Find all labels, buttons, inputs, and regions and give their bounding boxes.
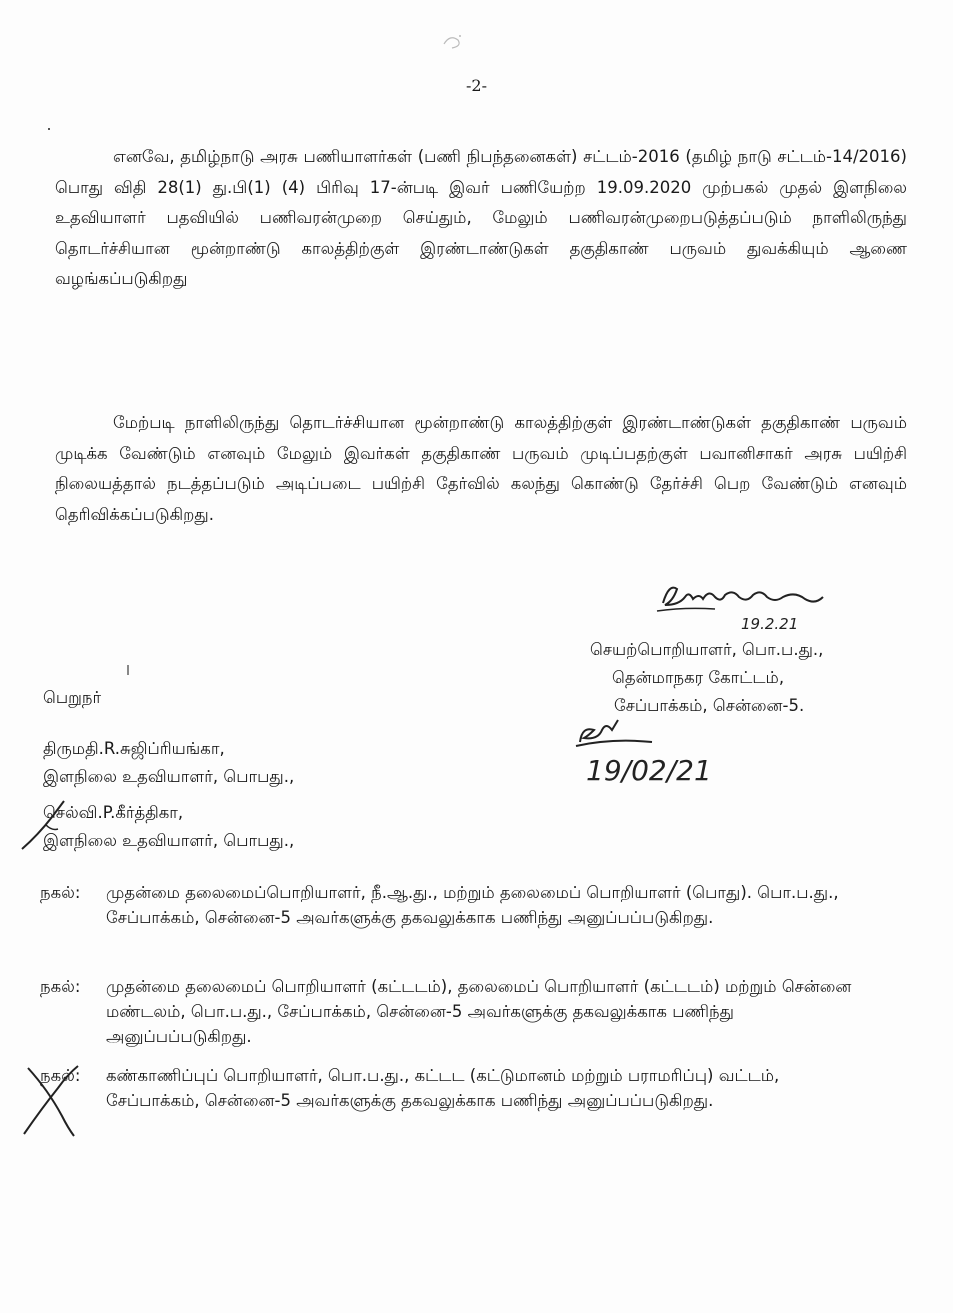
handwritten-initials (572, 712, 712, 790)
copy-text: கண்காணிப்புப் பொறியாளர், பொ.ப.து., கட்டட (கட்டுமானம் மற்றும் பராமரிப்பு) வட்டம், சேப்பாக்கம், சென்னை-5 அவர்களுக்கு தகவலுக்காக பணிந்து அனுப்பப்படுகிறது. (106, 1066, 780, 1110)
recipient-1 (43, 735, 294, 791)
scan-mark (127, 665, 129, 675)
handwritten-signature (655, 575, 845, 640)
scan-dot (48, 128, 50, 130)
body-paragraph-1 (55, 142, 907, 295)
recipients-heading: பெறுநர் (43, 688, 102, 707)
recipient-2 (43, 799, 294, 855)
recipient-post: இளநிலை உதவியாளர், பொபது., (43, 767, 295, 786)
scan-speck (438, 30, 468, 52)
pen-tick-mark (18, 795, 78, 855)
copy-label: நகல்: (40, 977, 81, 996)
body-paragraph-2 (55, 408, 907, 530)
body-paragraph-2-text: மேற்படி நாளிலிருந்து தொடர்ச்சியான மூன்றாண்டு காலத்திற்குள் இரண்டாண்டுகள் தகுதிகாண் பருவம் முடிக்க வேண்டும் எனவும் மேலும் இவர்கள் தகுதிகாண் பருவம் முடிப்பதற்குள் பவானிசாகர் அரசு பயிற்சி நிலையத்தால் நடத்தப்படும் அடிப்படை பயிற்சி தேர்வில் கலந்து கொண்டு தேர்ச்சி பெற வேண்டும் எனவும் தெரிவிக்கப்படுகிறது. (55, 413, 907, 524)
copy-text: முதன்மை தலைமைப்பொறியாளர், நீ.ஆ.து., மற்றும் தலைமைப் பொறியாளர் (பொது). பொ.ப.து., சேப்பாக்கம், சென்னை-5 அவர்களுக்கு தகவலுக்காக பணிந்து அனுப்பப்படுகிறது. (106, 883, 839, 927)
recipient-post: இளநிலை உதவியாளர், பொபது., (43, 831, 295, 850)
initials-date: 19/02/21 (586, 754, 712, 787)
page-number: -2- (466, 76, 487, 95)
copy-to-2 (40, 974, 870, 1049)
body-paragraph-1-text: எனவே, தமிழ்நாடு அரசு பணியாளர்கள் (பணி நிபந்தனைகள்) சட்டம்-2016 (தமிழ் நாடு சட்டம்-14/2016) பொது விதி 28(1) து.பி(1) (4) பிரிவு 17-ன்படி இவர் பணியேற்ற 19.09.2020 முற்பகல் முதல் இளநிலை உதவியாளர் பதவியில் பணிவரன்முறை செய்தும், மேலும் பணிவரன்முறைபடுத்தப்படும் நாளிலிருந்து தொடர்ச்சியான மூன்றாண்டு காலத்திற்குள் இரண்டாண்டுகள் தகுதிகாண் பருவம் துவக்கியும் ஆணை வழங்கப்படுகிறது (55, 147, 907, 288)
signatory-designation (590, 636, 823, 720)
copy-label: நகல்: (40, 1066, 81, 1085)
copy-text: முதன்மை தலைமைப் பொறியாளர் (கட்டடம்), தலைமைப் பொறியாளர் (கட்டடம்) மற்றும் சென்னை மண்டலம், பொ.ப.து., சேப்பாக்கம், சென்னை-5 அவர்களுக்கு தகவலுக்காக பணிந்து அனுப்பப்படுகிறது. (106, 977, 852, 1046)
copy-to-3 (40, 1063, 870, 1113)
pen-cross-mark (18, 1060, 88, 1140)
designation-line-2: தென்மாநகர கோட்டம், (612, 668, 785, 687)
designation-line-1: செயற்பொறியாளர், பொ.ப.து., (590, 640, 824, 659)
signature-date: 19.2.21 (741, 615, 799, 633)
designation-line-3: சேப்பாக்கம், சென்னை-5. (614, 696, 805, 715)
recipient-name: செல்வி.P.கீர்த்திகா, (43, 803, 184, 822)
recipient-name: திருமதி.R.சுஜிப்ரியங்கா, (43, 739, 225, 758)
copy-to-1 (40, 880, 870, 930)
copy-label: நகல்: (40, 883, 81, 902)
